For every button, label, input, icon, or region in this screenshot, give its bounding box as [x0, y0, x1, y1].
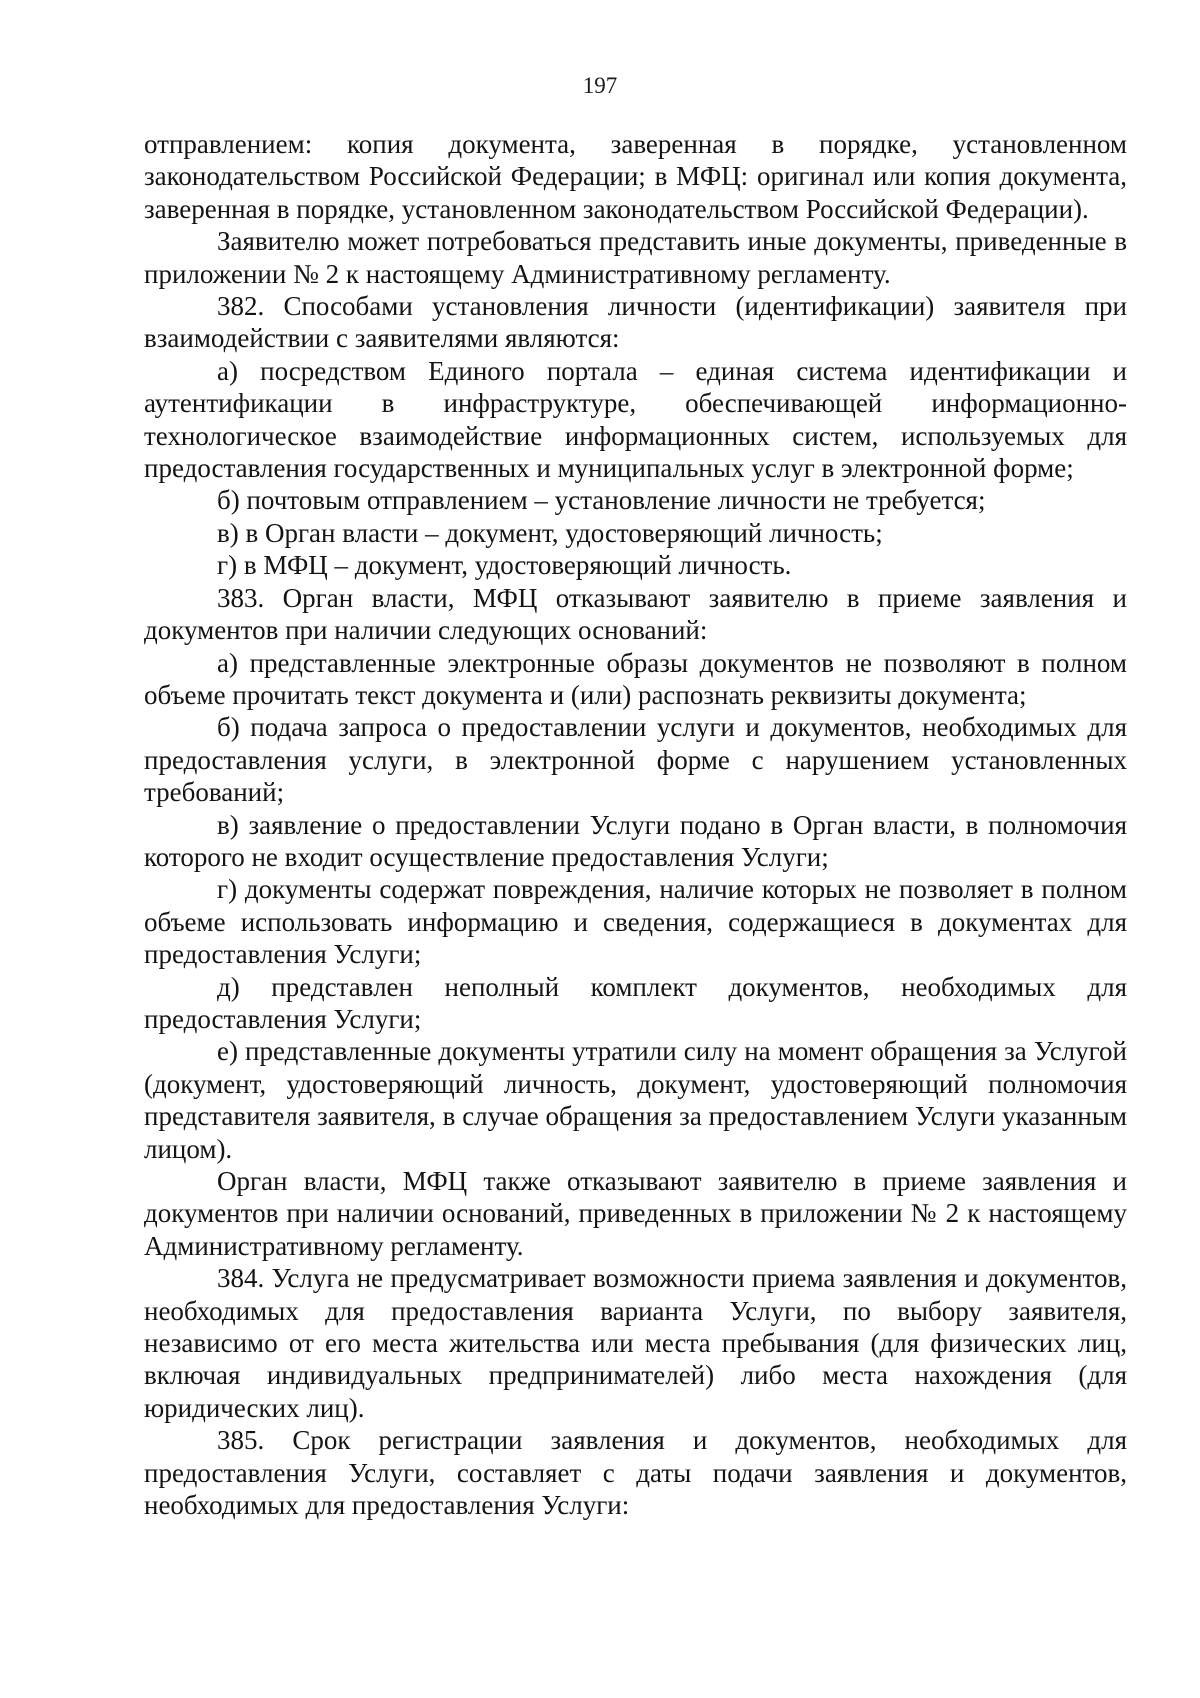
paragraph-383-additional: Орган власти, МФЦ также отказывают заявителю в приеме заявления и документов при наличии оснований, приведенных в приложении № 2 к настоящему Административному регламенту.	[144, 1166, 1127, 1261]
paragraph-continuation: отправлением: копия документа, заверенная в порядке, установленном законодательством Российской Федерации; в МФЦ: оригинал или копия документа, заверенная в порядке, установленном законодательством Российской Федерации).	[144, 129, 1127, 224]
paragraph-additional-documents: Заявителю может потребоваться представить иные документы, приведенные в приложении № 2 к настоящему Административному регламенту.	[144, 226, 1127, 289]
list-item-382-g: г) в МФЦ – документ, удостоверяющий личность.	[217, 550, 792, 581]
paragraph-385: 385. Срок регистрации заявления и документов, необходимых для предоставления Услуги, составляет с даты подачи заявления и документов, необходимых для предоставления Услуги:	[144, 1425, 1127, 1521]
paragraph-383: 383. Орган власти, МФЦ отказывают заявителю в приеме заявления и документов при наличии следующих оснований:	[144, 582, 1127, 646]
paragraph-384: 384. Услуга не предусматривает возможности приема заявления и документов, необходимых для предоставления варианта Услуги, по выбору заявителя, независимо от его места жительства или места пребывания (для физических лиц, включая индивидуальных предпринимателей) либо места нахождения (для юридических лиц).	[144, 1263, 1127, 1423]
list-item-383-g: г) документы содержат повреждения, наличие которых не позволяет в полном объеме использовать информацию и сведения, содержащиеся в документах для предоставления Услуги;	[144, 874, 1127, 970]
list-item-383-a: а) представленные электронные образы документов не позволяют в полном объеме прочитать текст документа и (или) распознать реквизиты документа;	[144, 647, 1127, 710]
list-item-383-b: б) подача запроса о предоставлении услуги и документов, необходимых для предоставления услуги, в электронной форме с нарушением установленных требований;	[144, 712, 1127, 808]
list-item-383-d: д) представлен неполный комплект документов, необходимых для предоставления Услуги;	[144, 971, 1127, 1034]
list-item-382-a: а) посредством Единого портала – единая система идентификации и аутентификации в инфраструктуре, обеспечивающей информационно-технологическое взаимодействие информационных систем, используемых для предоставления государственных и муниципальных услуг в электронной форме;	[144, 355, 1127, 484]
page-number: 197	[582, 73, 618, 98]
list-item-383-e: е) представленные документы утратили силу на момент обращения за Услугой (документ, удостоверяющий личность, документ, удостоверяющий полномочия представителя заявителя, в случае обращения за предоставлением Услуги указанным лицом).	[144, 1036, 1127, 1164]
paragraph-382: 382. Способами установления личности (идентификации) заявителя при взаимодействии с заявителями являются:	[144, 291, 1127, 354]
list-item-382-v: в) в Орган власти – документ, удостоверяющий личность;	[217, 517, 883, 548]
document-body	[144, 128, 1127, 1521]
list-item-383-v: в) заявление о предоставлении Услуги подано в Орган власти, в полномочия которого не входит осуществление предоставления Услуги;	[144, 809, 1127, 872]
list-item-382-b: б) почтовым отправлением – установление личности не требуется;	[217, 485, 986, 516]
